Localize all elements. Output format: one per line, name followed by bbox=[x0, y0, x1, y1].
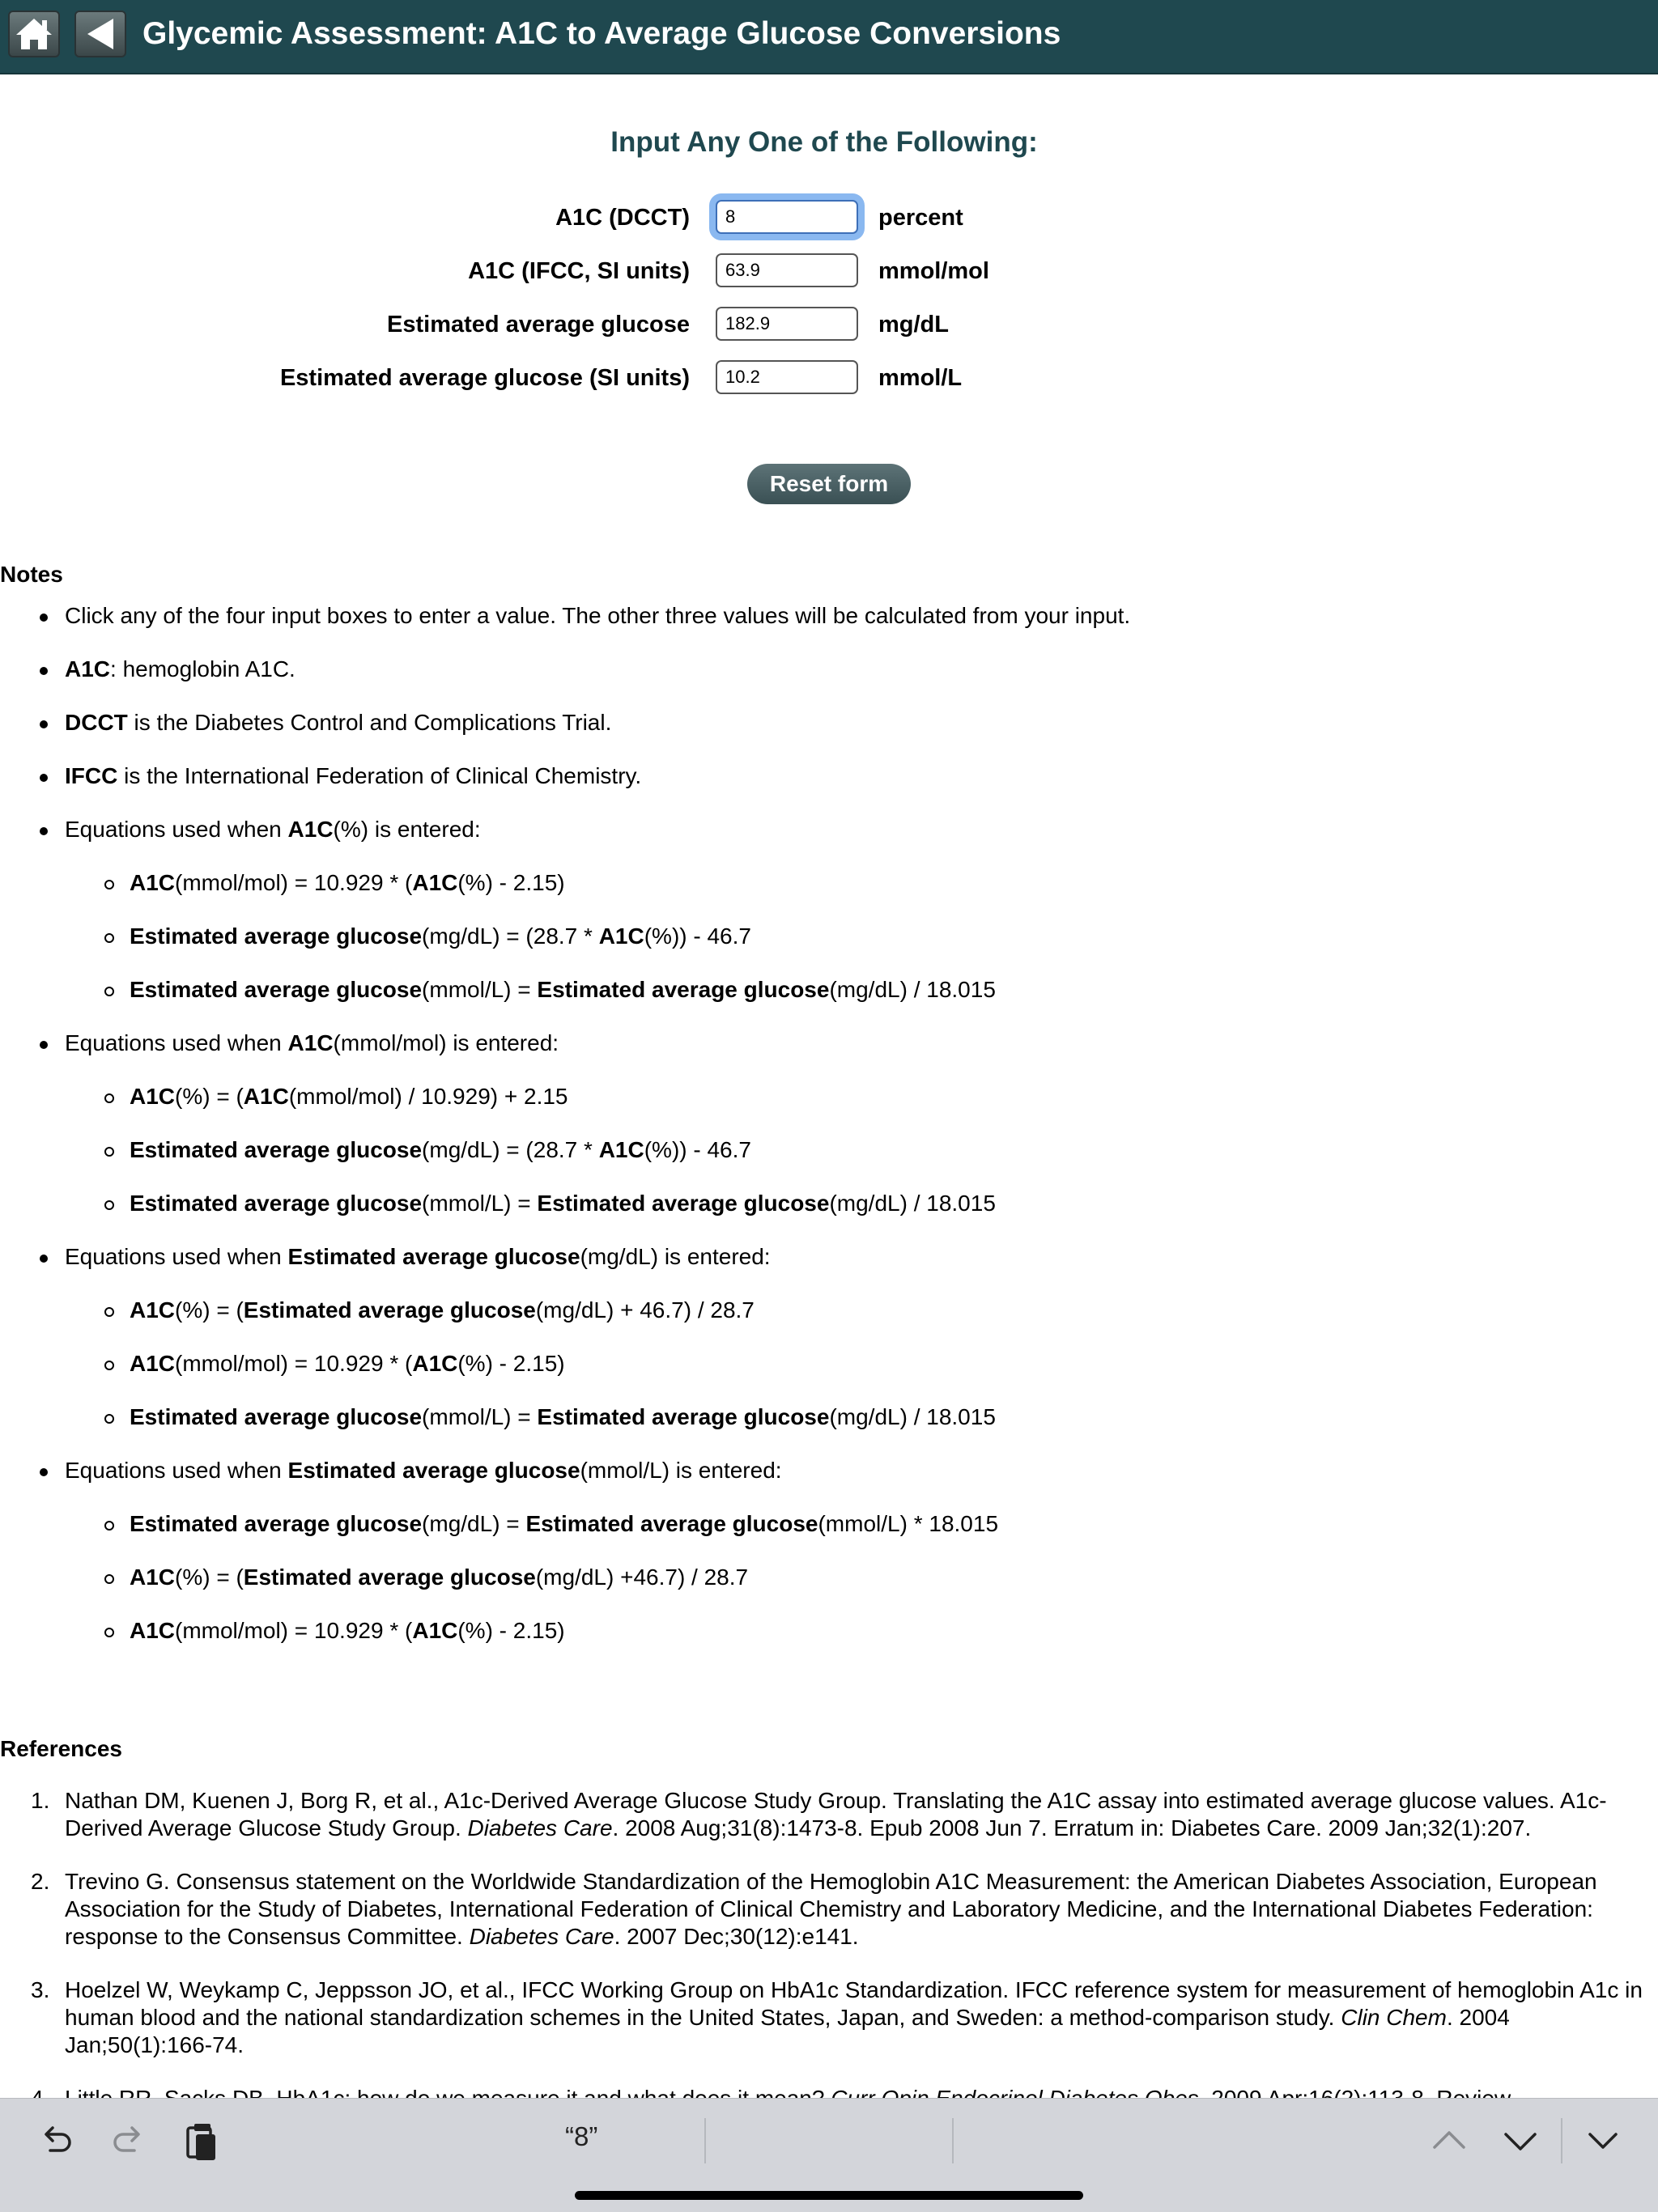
next-field-icon[interactable] bbox=[1499, 2120, 1541, 2162]
eag-mgdl-unit: mg/dL bbox=[878, 312, 949, 338]
reference-item: 3. Hoelzel W, Weykamp C, Jeppsson JO, et al., IFCC Working Group on HbA1c Standardization. IFCC reference system for measurement of hemoglobin A1c in human blood and the national standardization schemes in the United States, Japan, and Sweden: a method-comparison study. Clin Chem. 2004 Jan;50(1):166-74. bbox=[31, 1977, 1643, 2057]
notes-list bbox=[0, 602, 1652, 1671]
dismiss-keyboard-icon[interactable] bbox=[1582, 2120, 1624, 2162]
list-item: A1C: hemoglobin A1C. bbox=[0, 656, 1652, 683]
form-row-eag-mmol bbox=[0, 360, 1658, 396]
undo-icon[interactable] bbox=[36, 2120, 78, 2162]
eag-mgdl-input[interactable] bbox=[716, 307, 858, 341]
form-heading: Input Any One of the Following: bbox=[610, 126, 1038, 158]
autocorrect-suggestion[interactable]: “8” bbox=[565, 2121, 598, 2151]
back-arrow-icon bbox=[76, 12, 125, 56]
eag-mmol-unit: mmol/L bbox=[878, 365, 963, 391]
a1c-dcct-unit: percent bbox=[878, 205, 963, 231]
form-row-a1c-dcct bbox=[0, 200, 1658, 236]
eag-mmol-label: Estimated average glucose (SI units) bbox=[279, 365, 690, 391]
list-item: IFCC is the International Federation of Clinical Chemistry. bbox=[0, 762, 1652, 790]
redo-icon[interactable] bbox=[107, 2120, 149, 2162]
equation-item: Estimated average glucose(mmol/L) = Estimated average glucose(mg/dL) / 18.015 bbox=[65, 1403, 1652, 1431]
references-list bbox=[0, 1787, 1652, 2138]
equation-list bbox=[65, 1083, 1652, 1217]
references-heading: References bbox=[0, 1736, 122, 1761]
reference-item: 2. Trevino G. Consensus statement on the Worldwide Standardization of the Hemoglobin A1C Measurement: the American Diabetes Association, European Association for the Study of Diabetes, International Federation of Clinical Chemistry and Laboratory Medicine, and the International Diabetes Federation: response to the Consensus Committee. Diabetes Care. 2007 Dec;30(12):e141. bbox=[31, 1869, 1597, 1949]
equation-group: Equations used when Estimated average glucose(mmol/L) is entered: Estimated average glucose(mg/dL) = Estimated average glucose(mmol/L) * 18.015 A1C(%) = (Estimated average glucose(mg/dL) +46.7) / 28.7 A1C(mmol/mol) = 10.929 * (A1C(%) - 2.15) bbox=[0, 1457, 1652, 1645]
divider bbox=[952, 2118, 954, 2163]
list-item: DCCT is the Diabetes Control and Complications Trial. bbox=[0, 709, 1652, 737]
equation-item: Estimated average glucose(mg/dL) = (28.7 * A1C(%)) - 46.7 bbox=[65, 923, 1652, 950]
equation-item: A1C(mmol/mol) = 10.929 * (A1C(%) - 2.15) bbox=[65, 1350, 1652, 1378]
reference-item: 1. Nathan DM, Kuenen J, Borg R, et al., A1c-Derived Average Glucose Study Group. Translating the A1C assay into estimated average glucose values. A1c-Derived Average Glucose Study Group. Diabetes Care. 2008 Aug;31(8):1473-8. Epub 2008 Jun 7. Erratum in: Diabetes Care. 2009 Jan;32(1):207. bbox=[31, 1788, 1607, 1841]
equation-item: A1C(%) = (Estimated average glucose(mg/dL) +46.7) / 28.7 bbox=[65, 1564, 1652, 1591]
previous-field-icon[interactable] bbox=[1428, 2120, 1470, 2162]
equation-item: A1C(%) = (Estimated average glucose(mg/dL) + 46.7) / 28.7 bbox=[65, 1297, 1652, 1324]
app-header bbox=[0, 0, 1658, 74]
equation-group: Equations used when A1C(mmol/mol) is entered: A1C(%) = (A1C(mmol/mol) / 10.929) + 2.15 Estimated average glucose(mg/dL) = (28.7 * A1C(%)) - 46.7 Estimated average glucose(mmol/L) = Estimated average glucose(mg/dL) / 18.015 bbox=[0, 1030, 1652, 1217]
equation-item: Estimated average glucose(mg/dL) = (28.7 * A1C(%)) - 46.7 bbox=[65, 1136, 1652, 1164]
eag-mmol-input[interactable] bbox=[716, 360, 858, 394]
equation-item: A1C(mmol/mol) = 10.929 * (A1C(%) - 2.15) bbox=[65, 1617, 1652, 1645]
home-indicator[interactable] bbox=[575, 2191, 1083, 2200]
a1c-dcct-label: A1C (DCCT) bbox=[555, 205, 690, 231]
equation-item: A1C(mmol/mol) = 10.929 * (A1C(%) - 2.15) bbox=[65, 869, 1652, 897]
notes-heading: Notes bbox=[0, 562, 63, 587]
equation-item: Estimated average glucose(mg/dL) = Estimated average glucose(mmol/L) * 18.015 bbox=[65, 1510, 1652, 1538]
equation-group: Equations used when Estimated average glucose(mg/dL) is entered: A1C(%) = (Estimated average glucose(mg/dL) + 46.7) / 28.7 A1C(mmol/mol) = 10.929 * (A1C(%) - 2.15) Estimated average glucose(mmol/L) = Estimated average glucose(mg/dL) / 18.015 bbox=[0, 1243, 1652, 1431]
page-title: Glycemic Assessment: A1C to Average Glucose Conversions bbox=[142, 16, 1061, 51]
form-row-a1c-ifcc bbox=[0, 253, 1658, 289]
list-item: Click any of the four input boxes to enter a value. The other three values will be calculated from your input. bbox=[0, 602, 1652, 630]
paste-icon[interactable] bbox=[180, 2120, 222, 2165]
divider bbox=[1561, 2118, 1562, 2163]
equation-item: Estimated average glucose(mmol/L) = Estimated average glucose(mg/dL) / 18.015 bbox=[65, 976, 1652, 1004]
reset-form-button[interactable]: Reset form bbox=[747, 464, 911, 504]
equation-item: A1C(%) = (A1C(mmol/mol) / 10.929) + 2.15 bbox=[65, 1083, 1652, 1110]
divider bbox=[704, 2118, 706, 2163]
equation-list bbox=[65, 869, 1652, 1004]
equation-list bbox=[65, 1510, 1652, 1645]
a1c-ifcc-label: A1C (IFCC, SI units) bbox=[468, 258, 690, 284]
keyboard-shortcut-bar bbox=[0, 2098, 1658, 2212]
form-row-eag-mgdl bbox=[0, 307, 1658, 342]
eag-mgdl-label: Estimated average glucose bbox=[387, 312, 690, 338]
equation-list bbox=[65, 1297, 1652, 1431]
back-button[interactable] bbox=[74, 11, 126, 57]
equation-group: Equations used when A1C(%) is entered: A1C(mmol/mol) = 10.929 * (A1C(%) - 2.15) Estimated average glucose(mg/dL) = (28.7 * A1C(%)) - 46.7 Estimated average glucose(mmol/L) = Estimated average glucose(mg/dL) / 18.015 bbox=[0, 816, 1652, 1004]
home-icon bbox=[10, 12, 58, 56]
a1c-ifcc-unit: mmol/mol bbox=[878, 258, 989, 284]
equation-item: Estimated average glucose(mmol/L) = Estimated average glucose(mg/dL) / 18.015 bbox=[65, 1190, 1652, 1217]
home-button[interactable] bbox=[8, 11, 60, 57]
a1c-ifcc-input[interactable] bbox=[716, 253, 858, 287]
a1c-dcct-input[interactable] bbox=[716, 200, 858, 234]
